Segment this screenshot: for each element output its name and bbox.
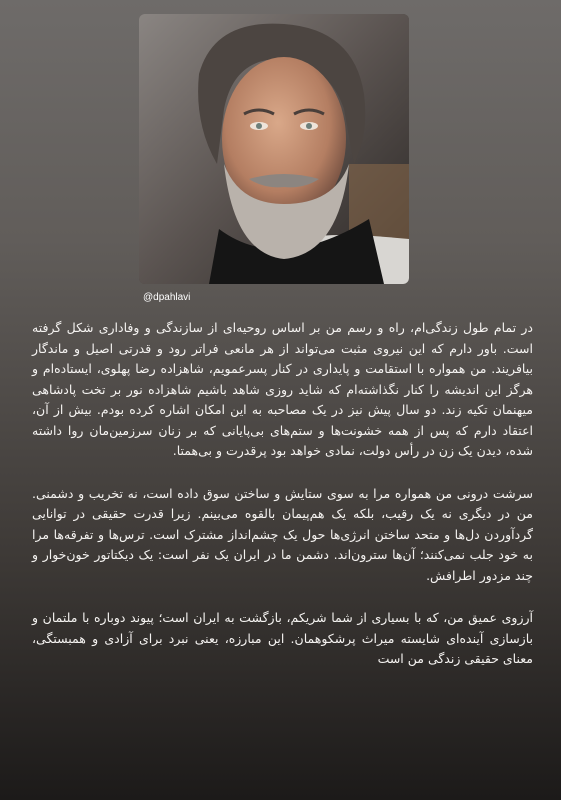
post-paragraph-1: در تمام طول زندگی‌ام، راه و رسم من بر اساس روحیه‌ای از سازندگی و وفاداری شکل گرفته است. باور دارم که این نیروی مثبت می‌تواند از هر مانعی فراتر رود و قدرتی اصیل و ماندگار بیافریند. من همواره با استقامت و پایداری در کنار پسرعمویم، شاهزاده رضا پهلوی، ایستاده‌ام و هرگز این اندیشه را کنار نگذاشته‌ام که شاید روزی شاهد باشیم شاهزاده نور بر تخت پادشاهی میهنمان تکیه زند. دو سال پیش نیز در یک مصاحبه به این امکان اشاره کرده بودم. بیش از آن، اعتقاد دارم که پس از همه خشونت‌ها و ستم‌های بی‌پایانی که بر زنان سرزمین‌مان روا داشته شده، دیدن یک زن در رأس دولت، نمادی خواهد بود پرقدرت و بی‌همتا. (32, 320, 533, 458)
portrait-image (139, 14, 409, 284)
post-text (32, 318, 533, 692)
instagram-handle: @dpahlavi (143, 292, 191, 303)
post-paragraph-2: سرشت درونی من همواره مرا به سوی ستایش و ساختن سوق داده است، نه تخریب و دشمنی. من در دیگری نه یک رقیب، بلکه یک هم‌پیمان بالقوه می‌بینم. زیرا قدرت حقیقی در توانایی گردآوردن دل‌ها و متحد ساختن انرژی‌ها حول یک چشم‌انداز مشترک است. ترس‌ها و تفرقه‌ها مرا به خود جلب نمی‌کنند؛ آن‌ها سترون‌اند. دشمن ما در ایران یک نفر است: یک دیکتاتور خون‌خوار و چند مزدور اطرافش. (32, 485, 533, 583)
profile-photo (139, 14, 409, 284)
post-paragraph-3: آرزوی عمیق من، که با بسیاری از شما شریکم، بازگشت به ایران است؛ پیوند دوباره با ملتمان و بازسازی آینده‌ای شایسته میراث پرشکوهمان. این مبارزه، یعنی نبرد برای آزادی و همبستگی، معنای حقیقی زندگی من است (32, 610, 533, 666)
